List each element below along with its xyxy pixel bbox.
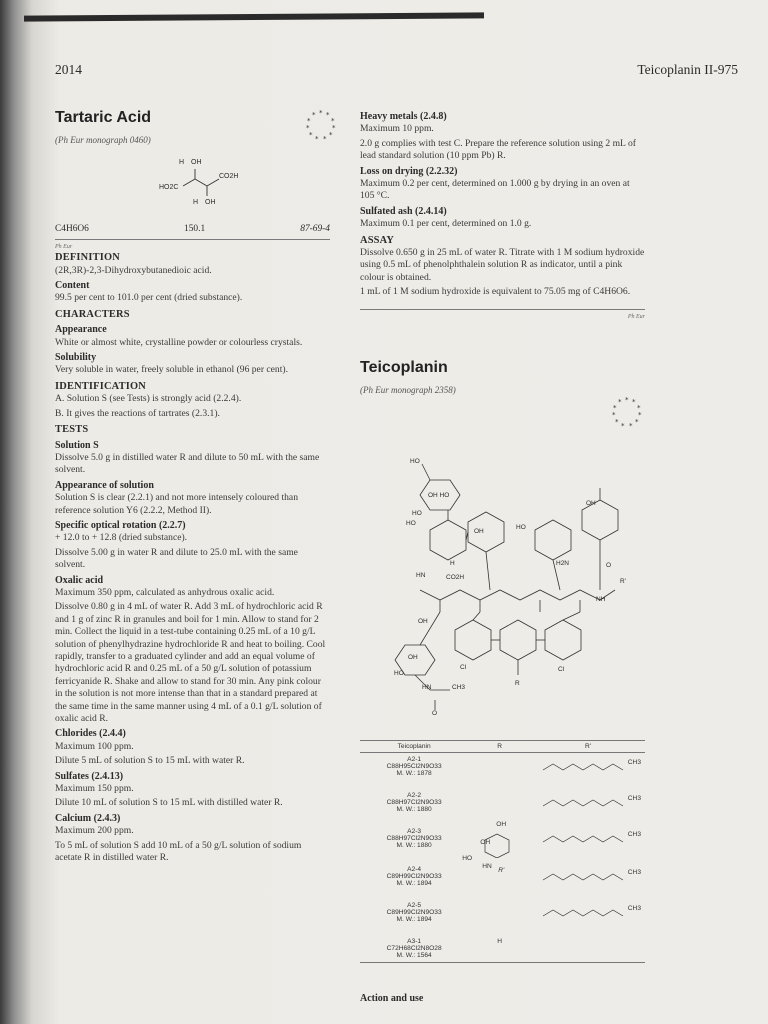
svg-text:*: * (309, 131, 313, 139)
solution-s-text: Dissolve 5.0 g in distilled water R and dilute to 50 mL with the same solvent. (55, 451, 320, 476)
variant-name: A2-2 (407, 792, 422, 799)
page-year: 2014 (55, 62, 82, 77)
struct-o-right: O (606, 562, 612, 569)
subheading-calcium: Calcium (2.4.3) (55, 812, 121, 824)
molecular-formula: C4H6O6 (55, 223, 89, 234)
tartaric-structure (55, 153, 330, 215)
svg-text:*: * (312, 111, 316, 119)
struct-h: H (450, 560, 455, 567)
variant-name: A2-4 (407, 866, 422, 873)
svg-text:*: * (306, 124, 310, 132)
struct-cl-1: Cl (460, 664, 467, 671)
svg-text:*: * (319, 109, 323, 117)
svg-text:*: * (326, 111, 330, 119)
struct-oh-right: OH (586, 500, 596, 507)
sugar-rprime: R' (498, 867, 505, 874)
struct-oh-ho: OH HO (428, 492, 450, 499)
svg-text:*: * (613, 404, 617, 412)
subheading-sulfated-ash: Sulfated ash (2.4.14) (360, 205, 447, 217)
svg-text:*: * (612, 411, 616, 419)
table-row (360, 863, 645, 899)
section-heading-tests: TESTS (55, 424, 89, 436)
side-chain-ch3: CH3 (627, 795, 641, 802)
side-chain-ch3: CH3 (627, 869, 641, 876)
section-heading-characters: CHARACTERS (55, 308, 130, 320)
subheading-appearance-solution: Appearance of solution (55, 479, 154, 491)
struct-oh-a: OH (474, 528, 484, 535)
sulfates-text-2: Dilute 10 mL of solution S to 15 mL with distilled water R. (55, 797, 283, 809)
running-header (55, 62, 738, 84)
molecular-weight: 150.1 (184, 223, 206, 234)
running-title: Teicoplanin II-975 (637, 62, 738, 77)
teicoplanin-structure (360, 450, 650, 735)
subheading-loss-on-drying: Loss on drying (2.2.32) (360, 165, 458, 177)
monograph-reference: (Ph Eur monograph 0460) (55, 135, 151, 146)
sulfated-ash-text: Maximum 0.1 per cent, determined on 1.0 g. (360, 218, 532, 230)
heavy-metals-text-1: Maximum 10 ppm. (360, 123, 434, 135)
calcium-text-2: To 5 mL of solution S add 10 mL of a 50 g/L solution of sodium acetate R in distilled water R. (55, 839, 302, 864)
table-row (360, 753, 645, 790)
struct-ho-left-1: HO (412, 510, 422, 517)
table-row (360, 789, 645, 825)
assay-text-1: Dissolve 0.650 g in 25 mL of water R. Titrate with 1 M sodium hydroxide using 0.5 mL of phenolphthalein solution R as indicator, until a pink colour is obtained. (360, 247, 645, 283)
struct-ho-left-2: HO (406, 520, 416, 527)
struct-hn-acetyl: HN (422, 684, 432, 691)
heavy-metals-text-2: 2.0 g complies with test C. Prepare the reference solution using 2 mL of lead standard solution (10 ppm Pb) R. (360, 137, 636, 162)
variant-name: A2-5 (407, 902, 422, 909)
teicoplanin-reference: (Ph Eur monograph 2358) (360, 385, 456, 396)
definition-text: (2R,3R)-2,3-Dihydroxybutanedioic acid. (55, 264, 212, 276)
struct-oh-sugar-2: OH (408, 654, 418, 661)
subheading-chlorides: Chlorides (2.4.4) (55, 728, 126, 740)
struct-oh-sugar: OH (418, 618, 428, 625)
ph-eur-mark: Ph Eur (55, 244, 73, 251)
ident-b-text: B. It gives the reactions of tartrates (2.3.1). (55, 407, 220, 419)
svg-text:*: * (323, 135, 327, 143)
table-row (360, 825, 645, 863)
svg-text:*: * (632, 398, 636, 406)
variant-mw: M. W.: 1880 (396, 806, 432, 813)
svg-text:*: * (638, 411, 642, 419)
sugar-ho: HO (462, 855, 473, 862)
chlorides-text-2: Dilute 5 mL of solution S to 15 mL with water R. (55, 755, 245, 767)
side-chain-ch3: CH3 (627, 759, 641, 766)
variant-mw: M. W.: 1564 (396, 952, 432, 959)
side-chain-ch3: CH3 (627, 831, 641, 838)
sugar-oh-2: OH (480, 839, 491, 846)
section-end-rule (360, 309, 645, 320)
section-heading-action: Action and use (360, 993, 424, 1004)
monograph-title: Tartaric Acid (55, 109, 152, 126)
page-top-edge (24, 12, 484, 21)
variant-mw: M. W.: 1894 (396, 916, 432, 923)
section-rule (55, 239, 330, 251)
struct-oh-bottom: OH (205, 198, 216, 206)
side-chain-ch3: CH3 (627, 905, 641, 912)
section-heading-definition: DEFINITION (55, 252, 120, 264)
variant-mw: M. W.: 1880 (396, 842, 432, 849)
section-heading-assay: ASSAY (360, 234, 395, 246)
table-row (360, 935, 645, 963)
struct-o-acetyl: O (432, 710, 438, 717)
variant-formula: C88H97Cl2N9O33 (386, 799, 442, 806)
col-header-rprime: R' (531, 741, 645, 753)
struct-ch3: CH3 (452, 684, 466, 691)
variant-mw: M. W.: 1878 (396, 770, 432, 777)
sulfates-text-1: Maximum 150 ppm. (55, 783, 134, 795)
variant-formula: C72H68Cl2N8O28 (386, 945, 442, 952)
teicoplanin-variants-table (360, 740, 645, 963)
subheading-heavy-metals: Heavy metals (2.4.8) (360, 111, 447, 122)
chlorides-text-1: Maximum 100 ppm. (55, 740, 134, 752)
struct-hn: HN (416, 572, 426, 579)
teicoplanin-title: Teicoplanin (360, 358, 448, 376)
sugar-hn: HN (482, 863, 492, 870)
rotation-text-2: Dissolve 5.00 g in water R and dilute to 25.0 mL with the same solvent. (55, 546, 298, 571)
oxalic-text-1: Maximum 350 ppm, calculated as anhydrous oxalic acid. (55, 586, 275, 598)
struct-nh: NH (596, 596, 606, 603)
svg-text:*: * (637, 404, 641, 412)
left-column (55, 108, 330, 867)
svg-text:*: * (307, 117, 311, 125)
content-text: 99.5 per cent to 101.0 per cent (dried substance). (55, 292, 243, 304)
struct-h-top: H (179, 158, 185, 166)
oxalic-text-2: Dissolve 0.80 g in 4 mL of water R. Add 3 mL of hydrochloric acid R and 1 g of zinc R in granules and boil for 1 min. Allow to stand for 2 min. Collect the liquid in a test-tube containing 0.25 mL of a 10 g/L solution of phenylhydrazine hydrochloride R and heat to boiling. Cool rapidly, transfer to a graduated cylinder and add an equal volume of hydrochloric acid R and 0.25 mL of a 50 g/L solution of potassium ferricyanide R. Shake and allow to stand for 30 min. Any pink colour in the solution is not more intense than that in a standard prepared at the same time in the same manner using 4 mL of a 0.1 g/L solution of oxalic acid R. (55, 601, 326, 725)
rotation-text-1: + 12.0 to + 12.8 (dried substance). (55, 532, 188, 544)
ident-a-text: A. Solution S (see Tests) is strongly acid (2.2.4). (55, 393, 242, 405)
struct-co2h: CO2H (446, 574, 465, 581)
svg-text:*: * (621, 422, 625, 430)
calcium-text-1: Maximum 200 ppm. (55, 825, 134, 837)
subheading-content: Content (55, 280, 90, 292)
svg-text:*: * (332, 124, 336, 132)
variant-formula: C88H95Cl2N9O33 (386, 763, 442, 770)
subheading-solubility: Solubility (55, 352, 97, 364)
struct-cl-2: Cl (558, 666, 565, 673)
svg-text:*: * (331, 117, 335, 125)
struct-ho-sugar: HO (394, 670, 404, 677)
svg-text:*: * (625, 396, 629, 404)
sugar-oh: OH (496, 821, 507, 828)
assay-text-2: 1 mL of 1 M sodium hydroxide is equivalent to 75.05 mg of C4H6O6. (360, 286, 631, 298)
struct-co2h: CO2H (219, 172, 239, 180)
appearance-text: White or almost white, crystalline powder or colourless crystals. (55, 336, 303, 348)
col-header-name: Teicoplanin (360, 741, 468, 753)
variant-name: A3-1 (407, 938, 422, 945)
subheading-oxalic: Oxalic acid (55, 574, 104, 586)
ph-eur-mark-end: Ph Eur (627, 313, 645, 320)
svg-text:*: * (615, 418, 619, 426)
variant-name: A2-3 (407, 828, 422, 835)
variant-formula: C89H99Cl2N9O33 (386, 909, 442, 916)
formula-row (55, 223, 330, 235)
struct-ho-top: HO (410, 458, 420, 465)
subheading-solution-s: Solution S (55, 439, 99, 451)
struct-ho2c: HO2C (159, 183, 179, 191)
subheading-rotation: Specific optical rotation (2.2.7) (55, 519, 186, 531)
loss-on-drying-text: Maximum 0.2 per cent, determined on 1.000 g by drying in an oven at 105 °C. (360, 178, 630, 202)
subheading-appearance: Appearance (55, 324, 107, 336)
variant-mw: M. W.: 1894 (396, 880, 432, 887)
solubility-text: Very soluble in water, freely soluble in ethanol (96 per cent). (55, 364, 288, 376)
svg-text:*: * (629, 422, 633, 430)
right-column (360, 108, 645, 403)
struct-h-bottom: H (193, 198, 199, 206)
svg-text:*: * (329, 131, 333, 139)
struct-r-prime: R' (620, 578, 626, 585)
struct-ho-mid: HO (516, 524, 526, 531)
svg-text:*: * (618, 398, 622, 406)
variant-formula: C89H99Cl2N9O33 (386, 873, 442, 880)
variant-formula: C88H97Cl2N9O33 (386, 835, 442, 842)
struct-h2n: H2N (556, 560, 570, 567)
variant-name: A2-1 (407, 756, 422, 763)
svg-text:*: * (315, 135, 319, 143)
struct-oh-top: OH (191, 158, 202, 166)
struct-r: R (515, 680, 520, 687)
section-heading-identification: IDENTIFICATION (55, 380, 146, 392)
svg-text:*: * (635, 418, 639, 426)
variant-r-value: H (468, 935, 531, 963)
appearance-solution-text: Solution S is clear (2.2.1) and not more intensely coloured than reference solution Y6 (2.2.2, Method II). (55, 492, 298, 516)
col-header-r: R (468, 741, 531, 753)
subheading-sulfates: Sulfates (2.4.13) (55, 770, 124, 782)
table-row (360, 899, 645, 935)
cas-number: 87-69-4 (300, 223, 330, 234)
